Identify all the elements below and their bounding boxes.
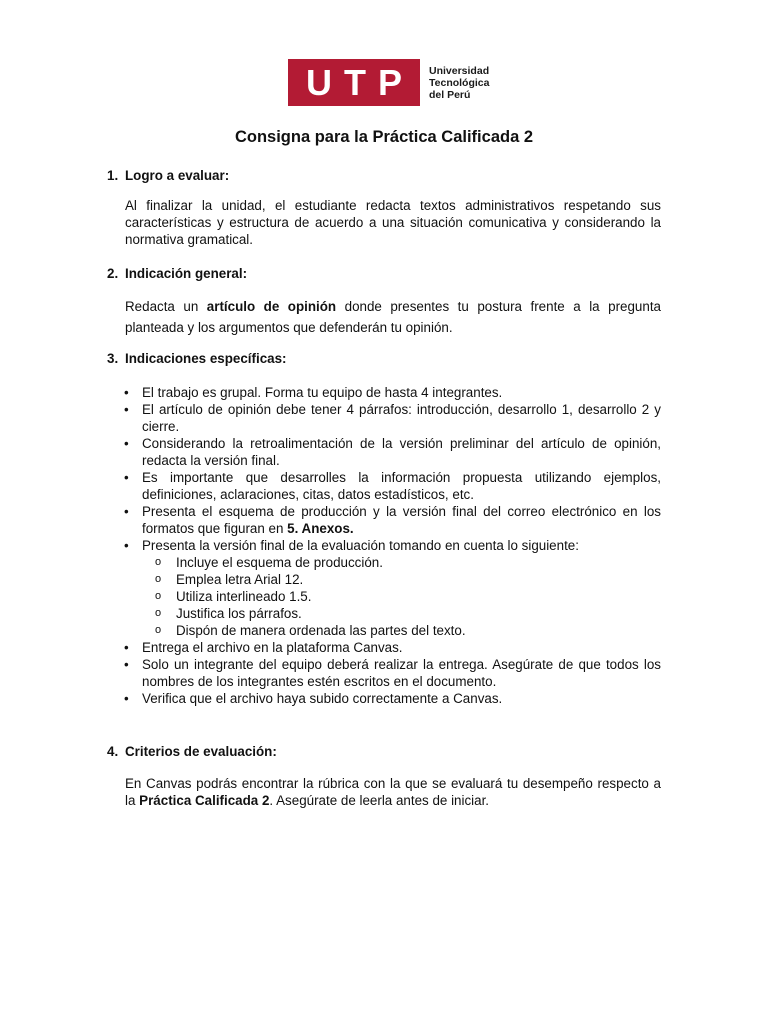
logo-mark: [288, 59, 420, 106]
section-2-text-bold: artículo de opinión: [206, 299, 337, 314]
section-2-text: [125, 296, 661, 338]
section-4-title: Criterios de evaluación:: [125, 744, 277, 759]
section-2-text-before: Redacta un: [125, 299, 207, 314]
utp-logo: [288, 59, 489, 106]
section-2-number: 2.: [107, 266, 119, 281]
section-3-bullet-list: [123, 384, 661, 707]
section-2-text-after: donde presentes tu postura frente a la pregunta planteada y los argumentos que defenderán tu opinión.: [125, 299, 661, 335]
sub-list-item: o Justifica los párrafos.: [139, 605, 661, 622]
sub-list: [123, 554, 661, 639]
logo-letters: UTP: [306, 62, 414, 103]
list-item: • Considerando la retroalimentación de la versión preliminar del artículo de opinión, redacta la versión final.: [123, 435, 661, 469]
section-2-heading: [107, 265, 247, 282]
sub-list-item: o Dispón de manera ordenada las partes del texto.: [139, 622, 661, 639]
bullet-6-text: Presenta la versión final de la evaluación tomando en cuenta lo siguiente:: [142, 538, 579, 553]
section-4-text-bold: Práctica Calificada 2: [139, 793, 270, 808]
sub-list-container: [123, 554, 661, 639]
list-item: • Solo un integrante del equipo deberá realizar la entrega. Asegúrate de que todos los nombres de los integrantes estén escritos en el documento.: [123, 656, 661, 690]
section-4-text-after: . Asegúrate de leerla antes de iniciar.: [269, 793, 490, 808]
logo-name-line-1: Universidad: [429, 64, 490, 77]
section-1-heading: [107, 167, 229, 184]
section-3-number: 3.: [107, 351, 119, 366]
sub-list-item: o Incluye el esquema de producción.: [139, 554, 661, 571]
bullet-5-text: Presenta el esquema de producción y la versión final del correo electrónico en los formatos que figuran en: [142, 504, 661, 536]
section-4-paragraph: [125, 775, 661, 809]
logo-university-name: [429, 65, 489, 101]
section-3-heading: [107, 350, 287, 367]
list-item: • El trabajo es grupal. Forma tu equipo de hasta 4 integrantes.: [123, 384, 661, 401]
section-1-title: Logro a evaluar:: [125, 168, 230, 183]
list-item: [123, 537, 661, 554]
section-1-paragraph: [125, 197, 661, 248]
bullet-5-bold: 5. Anexos.: [287, 521, 354, 536]
section-4-text: [125, 775, 661, 809]
list-item: • El artículo de opinión debe tener 4 párrafos: introducción, desarrollo 1, desarrollo 2 y cierre.: [123, 401, 661, 435]
section-1-number: 1.: [107, 168, 119, 183]
document-title: Consigna para la Práctica Calificada 2: [234, 128, 534, 146]
section-2-title: Indicación general:: [125, 266, 248, 281]
list-item: [123, 503, 661, 537]
sub-list-item: o Emplea letra Arial 12.: [139, 571, 661, 588]
list-item: • Verifica que el archivo haya subido correctamente a Canvas.: [123, 690, 661, 707]
section-4-text-before: En Canvas podrás encontrar la rúbrica con la que se evaluará tu desempeño respecto a la: [125, 776, 661, 808]
section-2-paragraph: [125, 296, 661, 338]
logo-name-line-3: del Perú: [429, 88, 471, 101]
logo-name-line-2: Tecnológica: [429, 76, 490, 89]
section-3-title: Indicaciones específicas:: [125, 351, 287, 366]
section-4-heading: [107, 743, 277, 760]
list-item: • Es importante que desarrolles la información propuesta utilizando ejemplos, definiciones, aclaraciones, citas, datos estadísticos, etc.: [123, 469, 661, 503]
section-1-text: Al finalizar la unidad, el estudiante redacta textos administrativos respetando sus características y estructura de acuerdo a una situación comunicativa y considerando la normativa gramatical.: [125, 198, 661, 247]
list-item: • Entrega el archivo en la plataforma Canvas.: [123, 639, 661, 656]
sub-list-item: o Utiliza interlineado 1.5.: [139, 588, 661, 605]
section-4-number: 4.: [107, 744, 119, 759]
